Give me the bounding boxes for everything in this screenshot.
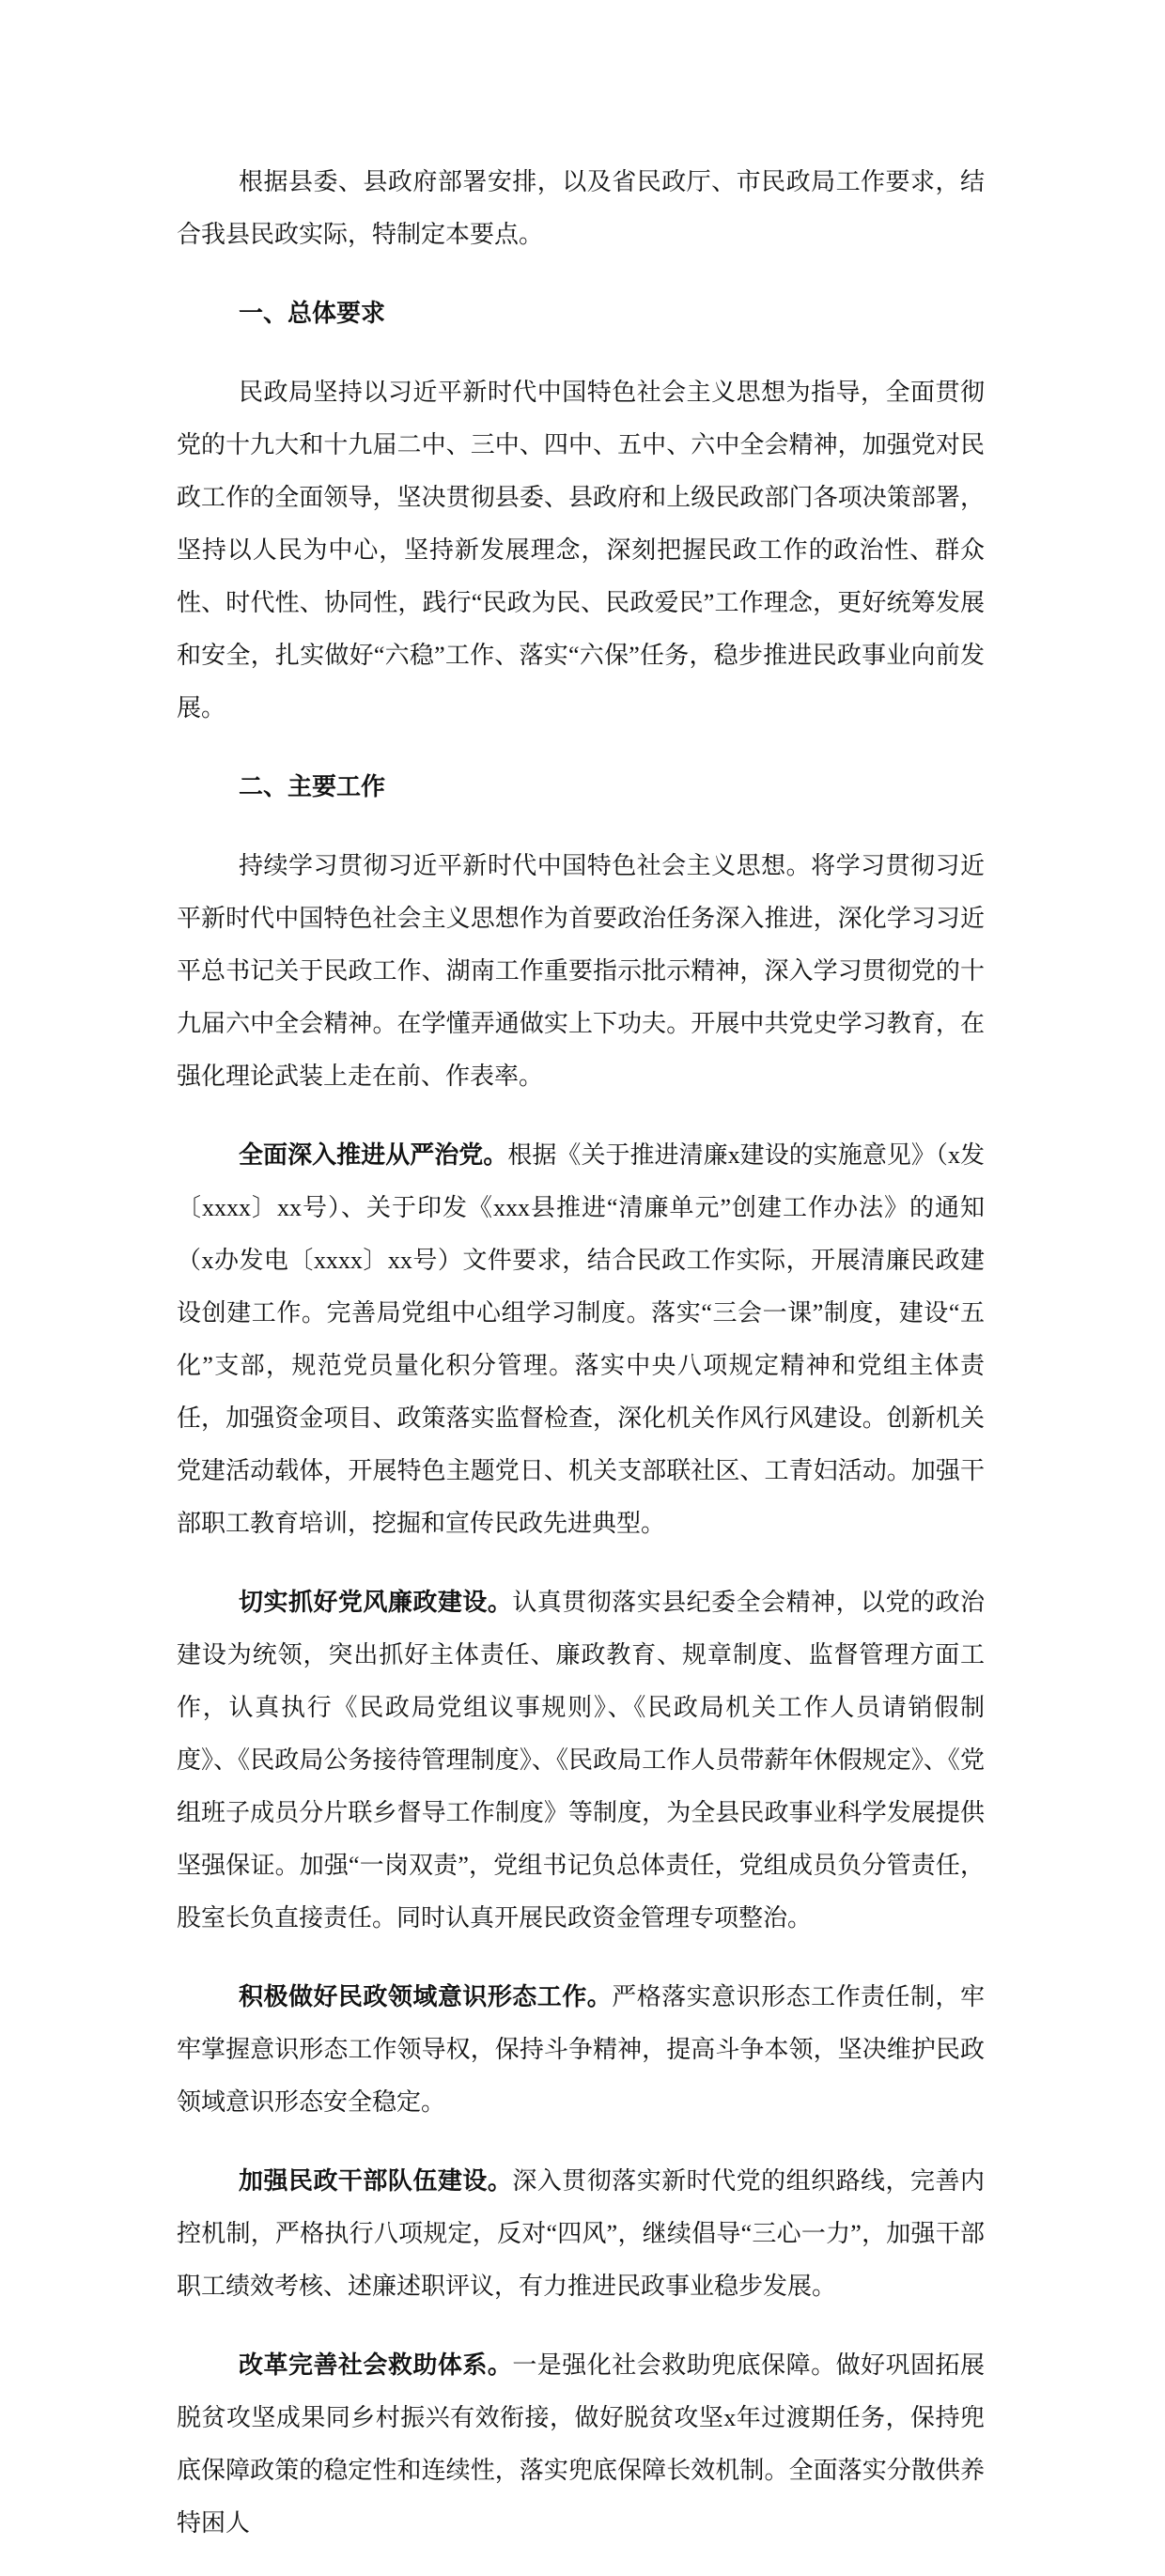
paragraph-text: 一是强化社会救助兜底保障。做好巩固拓展脱贫攻坚成果同乡村振兴有效衔接，做好脱贫攻坚x年过渡期任务，保持兜底保障政策的稳定性和连续性，落实兜底保障长效机制。全面落实分散供养特困人	[177, 2351, 985, 2537]
work-paragraph	[177, 1576, 985, 1945]
section-paragraph: 民政局坚持以习近平新时代中国特色社会主义思想为指导，全面贯彻党的十九大和十九届二中、三中、四中、五中、六中全会精神，加强党对民政工作的全面领导，坚决贯彻县委、县政府和上级民政部门各项决策部署，坚持以人民为中心，坚持新发展理念，深刻把握民政工作的政治性、群众性、时代性、协同性，践行“民政为民、民政爱民”工作理念，更好统筹发展和安全，扎实做好“六稳”工作、落实“六保”任务，稳步推进民政事业向前发展。	[177, 379, 985, 722]
work-paragraph	[177, 2155, 985, 2313]
paragraph-lead: 改革完善社会救助体系。	[239, 2351, 513, 2379]
paragraph-text: 持续学习贯彻习近平新时代中国特色社会主义思想。将学习贯彻习近平新时代中国特色社会主义思想作为首要政治任务深入推进，深化学习习近平总书记关于民政工作、湖南工作重要指示批示精神，深入学习贯彻党的十九届六中全会精神。在学懂弄通做实上下功夫。开展中共党史学习教育，在强化理论武装上走在前、作表率。	[177, 852, 985, 1090]
paragraph-text: 认真贯彻落实县纪委全会精神，以党的政治建设为统领，突出抓好主体责任、廉政教育、规章制度、监督管理方面工作，认真执行《民政局党组议事规则》、《民政局机关工作人员请销假制度》、《民政局公务接待管理制度》、《民政局工作人员带薪年休假规定》、《党组班子成员分片联乡督导工作制度》等制度，为全县民政事业科学发展提供坚强保证。加强“一岗双责”，党组书记负总体责任，党组成员负分管责任，股室长负直接责任。同时认真开展民政资金管理专项整治。	[177, 1589, 985, 1932]
paragraph-lead: 积极做好民政领域意识形态工作。	[239, 1983, 613, 2010]
paragraph-text: 严格落实意识形态工作责任制，牢牢掌握意识形态工作领导权，保持斗争精神，提高斗争本领，坚决维护民政领域意识形态安全稳定。	[177, 1983, 985, 2116]
paragraph-lead: 切实抓好党风廉政建设。	[239, 1589, 513, 1616]
work-paragraph	[177, 2339, 985, 2550]
work-paragraph	[177, 1129, 985, 1550]
work-paragraph	[177, 1971, 985, 2129]
paragraph-text: 深入贯彻落实新时代党的组织路线，完善内控机制，严格执行八项规定，反对“四风”，继续倡导“三心一力”，加强干部职工绩效考核、述廉述职评议，有力推进民政事业稳步发展。	[177, 2167, 985, 2300]
paragraph-lead: 全面深入推进从严治党。	[239, 1141, 508, 1169]
paragraph-text: 根据《关于推进清廉x建设的实施意见》（x发〔xxxx〕xx号）、关于印发《xxx县推进“清廉单元”创建工作办法》的通知（x办发电〔xxxx〕xx号）文件要求，结合民政工作实际，开展清廉民政建设创建工作。完善局党组中心组学习制度。落实“三会一课”制度，建设“五化”支部，规范党员量化积分管理。落实中央八项规定精神和党组主体责任，加强资金项目、政策落实监督检查，深化机关作风行风建设。创新机关党建活动载体，开展特色主题党日、机关支部联社区、工青妇活动。加强干部职工教育培训，挖掘和宣传民政先进典型。	[177, 1141, 985, 1537]
paragraph-lead: 加强民政干部队伍建设。	[239, 2167, 513, 2195]
intro-paragraph: 根据县委、县政府部署安排，以及省民政厅、市民政局工作要求，结合我县民政实际，特制定本要点。	[177, 168, 985, 248]
work-paragraph	[177, 840, 985, 1103]
section-heading: 一、总体要求	[239, 300, 386, 327]
section-heading: 二、主要工作	[239, 773, 386, 800]
document-page	[177, 156, 985, 2576]
